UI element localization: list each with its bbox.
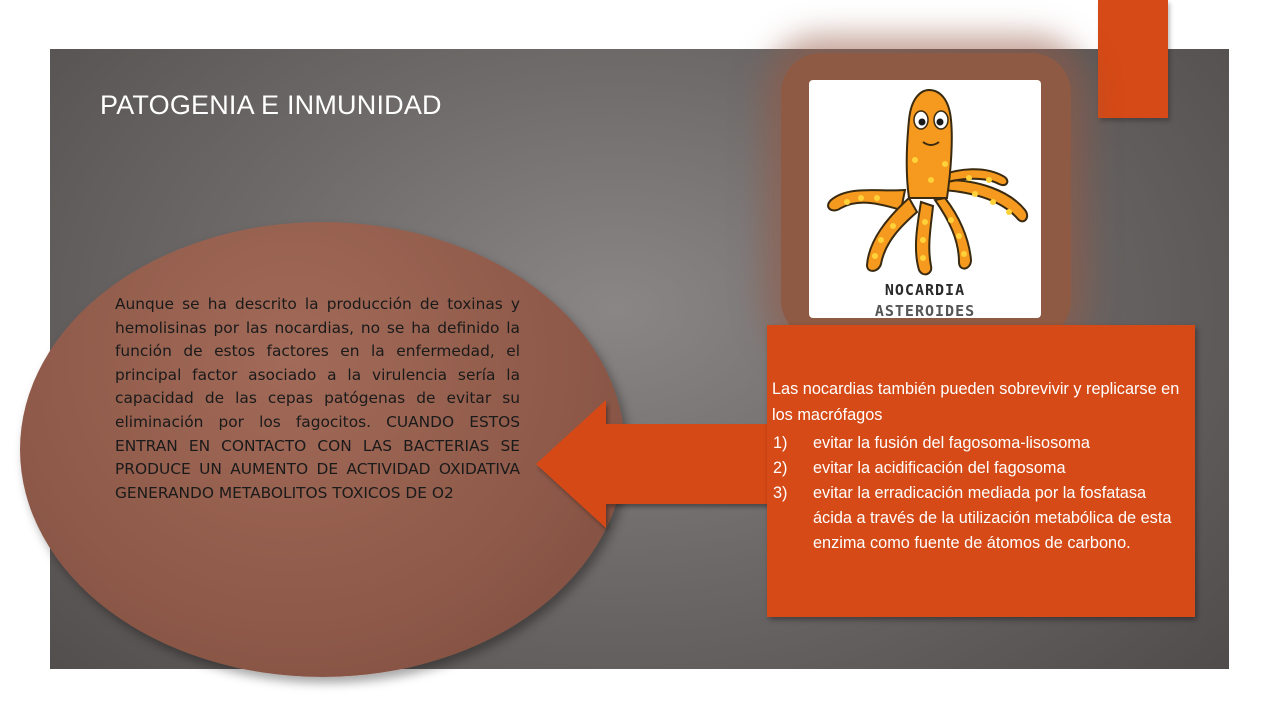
left-arrow-icon xyxy=(536,398,776,532)
list-item-number: 2) xyxy=(773,459,788,477)
list-item-text: evitar la acidificación del fagosoma xyxy=(813,459,1066,477)
list-item xyxy=(773,456,1189,481)
list-item xyxy=(773,481,1189,556)
accent-tab xyxy=(1098,0,1168,118)
list-item xyxy=(773,431,1189,456)
nocardia-illustration xyxy=(809,80,1041,318)
list-item-text: evitar la fusión del fagosoma-lisosoma xyxy=(813,434,1090,452)
mechanism-list xyxy=(773,431,1189,556)
macrophage-callout xyxy=(767,325,1195,617)
image-caption-genus: NOCARDIA xyxy=(884,281,966,299)
ellipse-text: Aunque se ha descrito la producción de toxinas y hemolisinas por las nocardias, no se ha definido la función de estos factores en la enfermedad, el principal factor asociado a la virulencia sería la capacidad de las cepas patógenas de evitar su eliminación por los fagocitos. CUANDO ESTOS ENTRAN EN CONTACTO CON LAS BACTERIAS SE PRODUCE UN AUMENTO DE ACTIVIDAD OXIDATIVA GENERANDO METABOLITOS TOXICOS DE O2 xyxy=(115,295,520,502)
callout-lead-text: Las nocardias también pueden sobrevivir y replicarse en los macrófagos xyxy=(772,380,1180,424)
list-item-text: evitar la erradicación mediada por la fosfatasa ácida a través de la utilización metabólica de esta enzima como fuente de átomos de carbono. xyxy=(813,484,1172,552)
image-caption-species: ASTEROIDES xyxy=(874,302,976,318)
list-item-number: 1) xyxy=(773,434,788,452)
slide-title: PATOGENIA E INMUNIDAD xyxy=(100,90,442,120)
list-item-number: 3) xyxy=(773,484,788,502)
